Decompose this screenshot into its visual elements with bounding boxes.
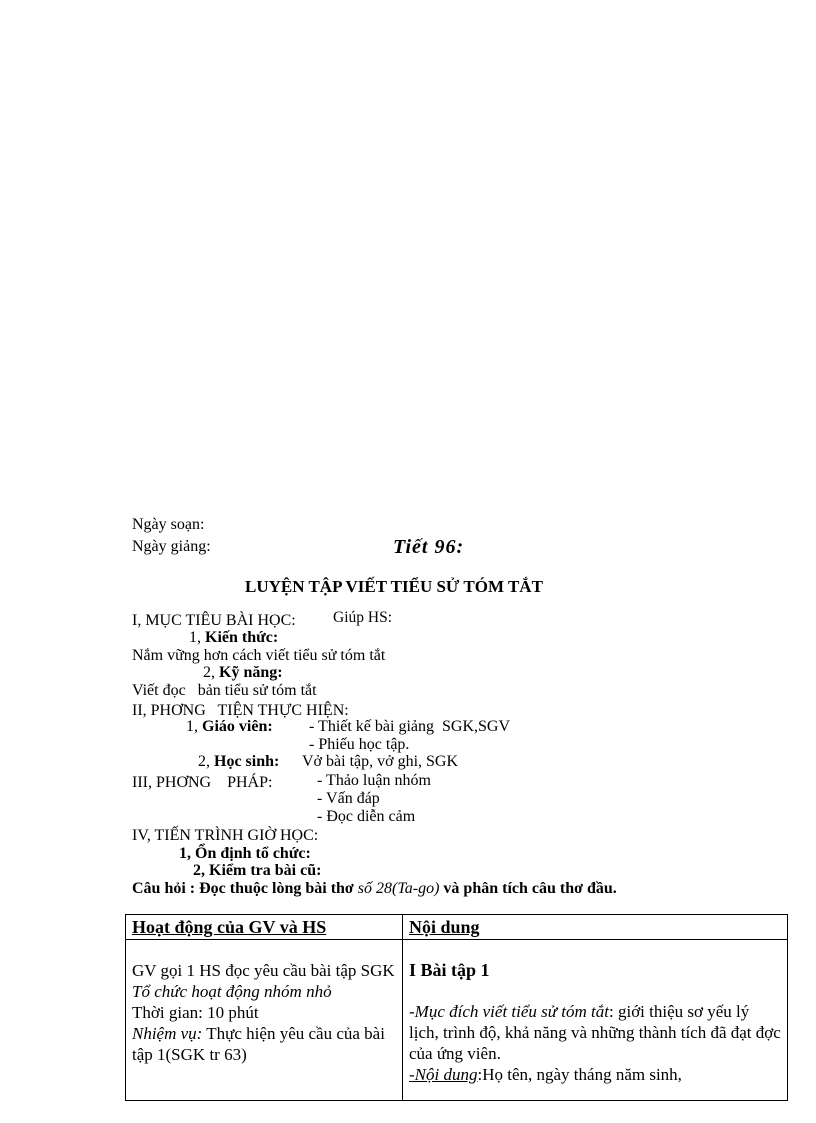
activity-line-4: Nhiệm vụ: Thực hiện yêu cầu của bài tập 1(SGK tr 63) [132, 1024, 385, 1064]
activity-line-3: Thời gian: 10 phút [132, 1003, 259, 1022]
skills-title: Kỹ năng: [219, 664, 283, 681]
table-row [126, 940, 788, 1101]
section-2-heading: II, PHƠNG TIỆN THỰC HIỆN: [132, 702, 349, 719]
question-suffix: và phân tích câu thơ đầu. [443, 880, 617, 897]
student-title: Học sinh: [214, 753, 280, 770]
method-item-3: - Đọc diễn cảm [317, 808, 416, 825]
lesson-number: Tiết 96: [393, 536, 465, 558]
knowledge-text: Nắm vững hơn cách viết tiểu sử tóm tắt [132, 647, 386, 664]
knowledge-title: Kiến thức: [205, 629, 279, 646]
section-1-note: Giúp HS: [333, 609, 392, 626]
step-2: 2, Kiểm tra bài cũ: [193, 862, 322, 879]
skills-text: Viết đọc bản tiểu sử tóm tắt [132, 682, 317, 699]
table-header-row [126, 915, 788, 940]
activity-line-1: GV gọi 1 HS đọc yêu cầu bài tập SGK [132, 961, 395, 980]
question-italic: số 28(Ta-go) [357, 880, 440, 897]
student-heading [198, 753, 279, 771]
section-4-heading: IV, TIẾN TRÌNH GIỜ HỌC: [132, 827, 319, 844]
student-number: 2, [198, 753, 210, 770]
step-1: 1, Ổn định tổ chức: [179, 845, 311, 862]
knowledge-heading [189, 629, 278, 647]
teacher-item-2: - Phiếu học tập. [309, 736, 410, 753]
exercise-heading: I Bài tập 1 [409, 960, 490, 980]
question-prefix: Câu hỏi : Đọc thuộc lòng bài thơ [132, 880, 354, 897]
section-1-heading: I, MỤC TIÊU BÀI HỌC: [132, 612, 296, 629]
section-3-heading: III, PHƠNG PHÁP: [132, 774, 273, 791]
review-question [132, 880, 617, 898]
content-details: -Nội dung:Họ tên, ngày tháng năm sinh, [409, 1065, 682, 1084]
activity-line-2: Tổ chức hoạt động nhóm nhỏ [132, 982, 332, 1001]
teacher-number: 1, [186, 718, 198, 735]
skills-heading [203, 664, 283, 682]
knowledge-number: 1, [189, 629, 201, 646]
student-text: Vở bài tập, vở ghi, SGK [302, 753, 459, 770]
table-cell-activities [126, 940, 403, 1101]
lesson-table [125, 914, 788, 1101]
ngay-giang-label: Ngày giảng: [132, 538, 211, 555]
teacher-item-1: - Thiết kế bài giảng SGK,SGV [309, 718, 511, 735]
page-title: LUYỆN TẬP VIẾT TIỂU SỬ TÓM TẮT [245, 577, 543, 596]
method-item-2: - Vấn đáp [317, 790, 380, 807]
teacher-title: Giáo viên: [202, 718, 273, 735]
skills-number: 2, [203, 664, 215, 681]
content-purpose: -Mục đích viết tiểu sử tóm tắt: giới thiệu sơ yếu lý lịch, trình độ, khả năng và những thành tích đã đạt đợc của ứng viên. [409, 1002, 781, 1063]
method-item-1: - Thảo luận nhóm [317, 772, 431, 789]
teacher-heading [186, 718, 273, 736]
table-header-right: Nội dung [403, 915, 788, 940]
ngay-soan-label: Ngày soạn: [132, 516, 205, 533]
table-header-left: Hoạt động của GV và HS [126, 915, 403, 940]
table-cell-content [403, 940, 788, 1101]
